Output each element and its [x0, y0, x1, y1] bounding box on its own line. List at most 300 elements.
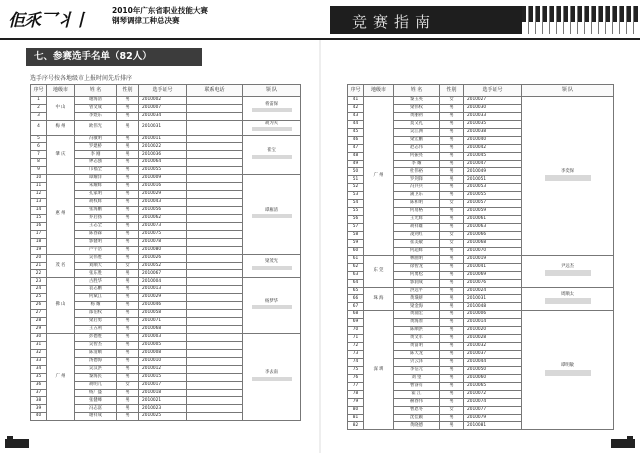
table-row	[31, 97, 301, 105]
phone-cell	[187, 175, 243, 183]
city-cell: 中 山	[47, 97, 75, 121]
certificate-number: 2010070	[464, 247, 522, 255]
header-logo: 佢乑乛丬丨	[8, 11, 88, 31]
row-number: 17	[31, 230, 47, 238]
leader-contact-redacted	[252, 266, 292, 270]
phone-cell	[187, 246, 243, 254]
contestant-name: 崔美敏	[394, 239, 440, 247]
leader-cell	[243, 254, 301, 278]
row-number: 13	[31, 199, 47, 207]
city-cell: 深 圳	[364, 311, 394, 430]
contestant-name: 黎海民	[75, 373, 117, 381]
row-number: 51	[348, 176, 364, 184]
gender-cell: 男	[117, 357, 139, 365]
certificate-number: 2010048	[464, 303, 522, 311]
certificate-number: 2010028	[464, 335, 522, 343]
row-number: 34	[31, 365, 47, 373]
gender-cell: 男	[117, 206, 139, 214]
leader-contact-redacted	[545, 370, 591, 376]
gender-cell: 男	[440, 208, 464, 216]
table-row	[31, 254, 301, 262]
gender-cell: 男	[440, 311, 464, 319]
gender-cell: 男	[440, 287, 464, 295]
contest-title-line2: 钢琴调律工种总决赛	[112, 16, 180, 25]
gender-cell: 男	[440, 224, 464, 232]
gender-cell: 男	[440, 247, 464, 255]
city-cell: 东 莞	[364, 255, 394, 287]
gender-cell: 男	[117, 159, 139, 167]
gender-cell: 男	[117, 238, 139, 246]
leader-name: 李奕保	[561, 168, 574, 174]
gender-cell: 女	[440, 406, 464, 414]
certificate-number: 2010072	[464, 390, 522, 398]
contestant-name: 曹恩冬	[394, 406, 440, 414]
certificate-number: 2010065	[464, 382, 522, 390]
contestant-name: 陈清顺	[75, 349, 117, 357]
certificate-number: 2010019	[464, 255, 522, 263]
table-row	[348, 287, 614, 295]
contestant-name: 郭润成	[394, 279, 440, 287]
certificate-number: 2010009	[139, 175, 187, 183]
row-number: 69	[348, 319, 364, 327]
certificate-number: 2010053	[464, 184, 522, 192]
gender-cell: 女	[440, 200, 464, 208]
row-number: 38	[31, 397, 47, 405]
row-number: 82	[348, 422, 364, 430]
certificate-number: 2010012	[139, 365, 187, 373]
gender-cell: 男	[117, 120, 139, 135]
gender-cell: 男	[440, 160, 464, 168]
gender-cell: 男	[440, 279, 464, 287]
left-header-cell: 序号	[31, 85, 47, 97]
contestant-name: 黄晓德	[394, 422, 440, 430]
row-number: 2	[31, 104, 47, 112]
gender-cell: 男	[117, 389, 139, 397]
leader-name: 胡为夫	[265, 120, 278, 126]
certificate-number: 2010031	[464, 295, 522, 303]
contestant-table-right	[347, 84, 614, 430]
phone-cell	[187, 373, 243, 381]
phone-cell	[187, 405, 243, 413]
leader-name: 杨梦华	[265, 298, 278, 304]
row-number: 37	[31, 389, 47, 397]
contestant-name: 汤德海	[75, 357, 117, 365]
certificate-number: 2010071	[139, 318, 187, 326]
certificate-number: 2010077	[464, 406, 522, 414]
row-number: 24	[31, 286, 47, 294]
phone-cell	[187, 270, 243, 278]
gender-cell: 男	[117, 405, 139, 413]
gender-cell: 男	[117, 135, 139, 143]
leader-cell	[243, 120, 301, 135]
gender-cell: 男	[117, 333, 139, 341]
certificate-number: 2010052	[139, 262, 187, 270]
row-number: 58	[348, 231, 364, 239]
row-number: 59	[348, 239, 364, 247]
gender-cell: 男	[440, 144, 464, 152]
leader-name: 谭雁清	[265, 207, 278, 213]
phone-cell	[187, 278, 243, 286]
certificate-number: 2010032	[464, 343, 522, 351]
certificate-number: 2010061	[464, 216, 522, 224]
contestant-name: 古胜华	[75, 278, 117, 286]
city-cell: 惠 州	[47, 175, 75, 254]
phone-cell	[187, 318, 243, 326]
certificate-number: 2010055	[139, 167, 187, 175]
gender-cell: 男	[440, 271, 464, 279]
row-number: 35	[31, 373, 47, 381]
gender-cell: 男	[440, 216, 464, 224]
gender-cell: 女	[440, 97, 464, 105]
leader-contact-redacted	[545, 298, 591, 304]
row-number: 50	[348, 168, 364, 176]
gender-cell: 男	[440, 319, 464, 327]
row-number: 57	[348, 224, 364, 232]
header-banner	[330, 6, 640, 34]
city-cell: 茂 名	[47, 254, 75, 278]
certificate-number: 2010030	[464, 104, 522, 112]
leader-name: 谭明敏	[561, 363, 574, 368]
table-row	[348, 311, 614, 319]
row-number: 19	[31, 246, 47, 254]
contestant-name: 何振亮	[394, 152, 440, 160]
phone-cell	[187, 206, 243, 214]
row-number: 74	[348, 358, 364, 366]
phone-cell	[187, 214, 243, 222]
row-number: 32	[31, 349, 47, 357]
gender-cell: 男	[117, 191, 139, 199]
phone-cell	[187, 262, 243, 270]
certificate-number: 2010050	[464, 366, 522, 374]
row-number: 4	[31, 120, 47, 135]
certificate-number: 2010062	[139, 214, 187, 222]
row-number: 72	[348, 343, 364, 351]
row-number: 73	[348, 351, 364, 359]
gender-cell: 男	[440, 390, 464, 398]
gender-cell: 男	[440, 366, 464, 374]
certificate-number: 2010027	[464, 97, 522, 105]
contestant-name: 张健峰	[75, 397, 117, 405]
row-number: 52	[348, 184, 364, 192]
row-number: 55	[348, 208, 364, 216]
contestant-name: 谢海清	[75, 97, 117, 105]
gender-cell: 男	[440, 152, 464, 160]
leader-name: 将雷保	[265, 101, 278, 107]
row-number: 11	[31, 183, 47, 191]
leader-cell	[243, 175, 301, 254]
contestant-name: 欧伟光	[75, 120, 117, 135]
left-header-cell: 领 队	[243, 85, 301, 97]
certificate-number: 2010031	[139, 120, 187, 135]
certificate-number: 2010023	[139, 405, 187, 413]
leader-contact-redacted	[252, 214, 292, 218]
leader-name: 梁茂光	[265, 259, 278, 265]
contestant-name: 梁伟权	[394, 104, 440, 112]
gender-cell: 男	[440, 335, 464, 343]
contestant-name: 林曲明	[394, 255, 440, 263]
row-number: 64	[348, 279, 364, 287]
contestant-name: 梁启勇	[75, 318, 117, 326]
contestant-name: 曹睿有	[394, 382, 440, 390]
certificate-number: 2010006	[464, 311, 522, 319]
gender-cell: 女	[117, 262, 139, 270]
certificate-number: 2010068	[464, 239, 522, 247]
table-row	[348, 255, 614, 263]
gender-cell: 男	[117, 175, 139, 183]
gender-cell: 男	[117, 254, 139, 262]
contestant-name: 张东胜	[75, 270, 117, 278]
certificate-number: 2010034	[139, 112, 187, 120]
right-header-cell: 地级市	[364, 85, 394, 97]
certificate-number: 2010057	[464, 200, 522, 208]
phone-cell	[187, 230, 243, 238]
gender-cell: 男	[117, 222, 139, 230]
gender-cell: 男	[117, 104, 139, 112]
contestant-name: 陈天龙	[394, 351, 440, 359]
gender-cell: 男	[117, 167, 139, 175]
certificate-number: 2010029	[139, 294, 187, 302]
phone-cell	[187, 143, 243, 151]
phone-cell	[187, 97, 243, 105]
certificate-number: 2010038	[464, 128, 522, 136]
gender-cell: 男	[117, 278, 139, 286]
gender-cell: 男	[440, 343, 464, 351]
certificate-number: 2010075	[139, 230, 187, 238]
row-number: 63	[348, 271, 364, 279]
table-row	[31, 175, 301, 183]
contestant-name: 黄富明	[394, 343, 440, 351]
row-number: 76	[348, 374, 364, 382]
certificate-number: 2010035	[464, 120, 522, 128]
phone-cell	[187, 381, 243, 389]
certificate-number: 2010024	[464, 287, 522, 295]
certificate-number: 2010015	[139, 373, 187, 381]
row-number: 3	[31, 112, 47, 120]
contestant-name: 钟志强	[75, 159, 117, 167]
contestant-name: 梁金海	[394, 303, 440, 311]
page-header	[0, 0, 640, 38]
certificate-number: 2010055	[464, 192, 522, 200]
row-number: 61	[348, 255, 364, 263]
phone-cell	[187, 413, 243, 421]
certificate-number: 2010051	[464, 176, 522, 184]
row-number: 30	[31, 333, 47, 341]
certificate-number: 2010016	[139, 183, 187, 191]
certificate-number: 2010049	[464, 168, 522, 176]
left-header-cell: 姓 名	[75, 85, 117, 97]
banner-title: 竞赛指南	[352, 13, 437, 31]
certificate-number: 2010043	[139, 199, 187, 207]
contestant-name: 谢祥成	[75, 413, 117, 421]
gender-cell: 男	[117, 183, 139, 191]
certificate-number: 2010013	[139, 286, 187, 294]
contestant-name: 郭健明	[75, 238, 117, 246]
row-number: 16	[31, 222, 47, 230]
row-number: 29	[31, 326, 47, 334]
row-number: 47	[348, 144, 364, 152]
section-title: 七、参赛选手名单（82人）	[26, 48, 202, 66]
certificate-number: 2010066	[464, 231, 522, 239]
row-number: 18	[31, 238, 47, 246]
certificate-number: 2010076	[464, 279, 522, 287]
row-number: 40	[31, 413, 47, 421]
gender-cell: 男	[440, 176, 464, 184]
certificate-number: 2010014	[464, 319, 522, 327]
left-header-cell: 联系电话	[187, 85, 243, 97]
certificate-number: 2010017	[139, 381, 187, 389]
gender-cell: 男	[440, 327, 464, 335]
certificate-number: 2010081	[464, 422, 522, 430]
contestant-name: 吴智杰	[75, 341, 117, 349]
contestant-name: 莫又礼	[394, 120, 440, 128]
certificate-number: 2010040	[464, 136, 522, 144]
leader-contact-redacted	[545, 270, 591, 276]
contestant-name: 刘 望	[394, 374, 440, 382]
contestant-name: 李 刚	[75, 151, 117, 159]
gender-cell: 男	[440, 414, 464, 422]
gender-cell: 男	[440, 136, 464, 144]
row-number: 23	[31, 278, 47, 286]
gender-cell: 男	[117, 341, 139, 349]
gender-cell: 男	[117, 97, 139, 105]
phone-cell	[187, 310, 243, 318]
phone-cell	[187, 302, 243, 310]
gender-cell: 男	[117, 397, 139, 405]
city-cell: 佛 山	[47, 278, 75, 334]
phone-cell	[187, 159, 243, 167]
contestant-name: 沈佳颖	[394, 414, 440, 422]
contestant-name: 何超辉	[394, 247, 440, 255]
contestant-name: 吴伟胜	[75, 254, 117, 262]
contestant-name: 胡祥雄	[394, 224, 440, 232]
row-number: 8	[31, 159, 47, 167]
phone-cell	[187, 135, 243, 143]
gender-cell: 男	[440, 192, 464, 200]
phone-cell	[187, 183, 243, 191]
gender-cell: 男	[117, 270, 139, 278]
leader-contact-redacted	[252, 377, 292, 381]
right-header-cell: 性别	[440, 85, 464, 97]
row-number: 7	[31, 151, 47, 159]
row-number: 60	[348, 247, 364, 255]
phone-cell	[187, 254, 243, 262]
contestant-name: 杜伟裕	[394, 168, 440, 176]
gender-cell: 男	[440, 382, 464, 390]
phone-cell	[187, 112, 243, 120]
contestant-name: 黄涌宏	[394, 311, 440, 319]
contest-title-line1: 2010年广东省职业技能大赛	[112, 6, 208, 15]
gender-cell: 男	[117, 310, 139, 318]
certificate-number: 2010007	[139, 104, 187, 112]
contestant-name: 梁宏鹏	[394, 136, 440, 144]
row-number: 21	[31, 262, 47, 270]
row-number: 15	[31, 214, 47, 222]
leader-contact-redacted	[252, 305, 292, 309]
gender-cell: 男	[117, 246, 139, 254]
leader-name: 李去南	[265, 370, 278, 376]
gender-cell: 男	[117, 214, 139, 222]
certificate-number: 2010005	[139, 341, 187, 349]
contestant-name: 杨广盛	[75, 389, 117, 397]
row-number: 46	[348, 136, 364, 144]
gender-cell: 男	[440, 128, 464, 136]
phone-cell	[187, 294, 243, 302]
certificate-number: 2010064	[139, 159, 187, 167]
row-number: 1	[31, 97, 47, 105]
contestant-name: 乔启扬	[75, 214, 117, 222]
phone-cell	[187, 199, 243, 207]
row-number: 53	[348, 192, 364, 200]
certificate-number: 2010029	[139, 191, 187, 199]
certificate-number: 2010041	[464, 263, 522, 271]
phone-cell	[187, 222, 243, 230]
certificate-number: 2010074	[464, 398, 522, 406]
row-number: 41	[348, 97, 364, 105]
row-number: 31	[31, 341, 47, 349]
leader-cell	[522, 255, 614, 287]
leader-name: 崔宝	[267, 148, 276, 153]
certificate-number: 2010033	[464, 112, 522, 120]
certificate-number: 2010046	[139, 302, 187, 310]
row-number: 75	[348, 366, 364, 374]
row-number: 56	[348, 216, 364, 224]
table-row	[31, 333, 301, 341]
certificate-number: 2010003	[139, 333, 187, 341]
certificate-number: 2010020	[464, 327, 522, 335]
table-row	[31, 135, 301, 143]
gender-cell: 男	[440, 263, 464, 271]
left-header-cell: 选手证号	[139, 85, 187, 97]
row-number: 43	[348, 112, 364, 120]
row-number: 79	[348, 398, 364, 406]
gender-cell: 男	[117, 286, 139, 294]
contestant-name: 王志全	[75, 222, 117, 230]
contestant-name: 陈春森	[75, 230, 117, 238]
certificate-number: 2010067	[139, 270, 187, 278]
certificate-number: 2010079	[464, 414, 522, 422]
certificate-number: 2010060	[464, 374, 522, 382]
phone-cell	[187, 104, 243, 112]
phone-cell	[187, 333, 243, 341]
contestant-table-left	[30, 84, 301, 421]
leader-name: 周顺太	[561, 291, 574, 297]
contestant-name: 袁志鹏	[75, 286, 117, 294]
leader-cell	[522, 287, 614, 311]
city-cell: 肇 庆	[47, 135, 75, 175]
row-number: 10	[31, 175, 47, 183]
phone-cell	[187, 167, 243, 175]
contestant-name: 张海鹏	[75, 206, 117, 214]
phone-cell	[187, 191, 243, 199]
phone-cell	[187, 151, 243, 159]
certificate-number: 2010059	[464, 208, 522, 216]
gender-cell: 男	[117, 318, 139, 326]
contestant-name: 杨 耀	[75, 302, 117, 310]
certificate-number: 2010010	[139, 357, 187, 365]
contestant-name: 李信元	[394, 366, 440, 374]
gender-cell: 男	[440, 422, 464, 430]
table-row	[31, 120, 301, 135]
contestant-name: 蒲卫东	[394, 192, 440, 200]
row-number: 25	[31, 294, 47, 302]
right-header-cell: 领 队	[522, 85, 614, 97]
contestant-name: 黄璜妍	[394, 295, 440, 303]
phone-cell	[187, 365, 243, 373]
contestant-name: 洪远平	[394, 287, 440, 295]
piano-icon-left	[4, 435, 30, 449]
contestant-name: 邝福全	[75, 167, 117, 175]
contestant-name: 刘顺天	[75, 262, 117, 270]
